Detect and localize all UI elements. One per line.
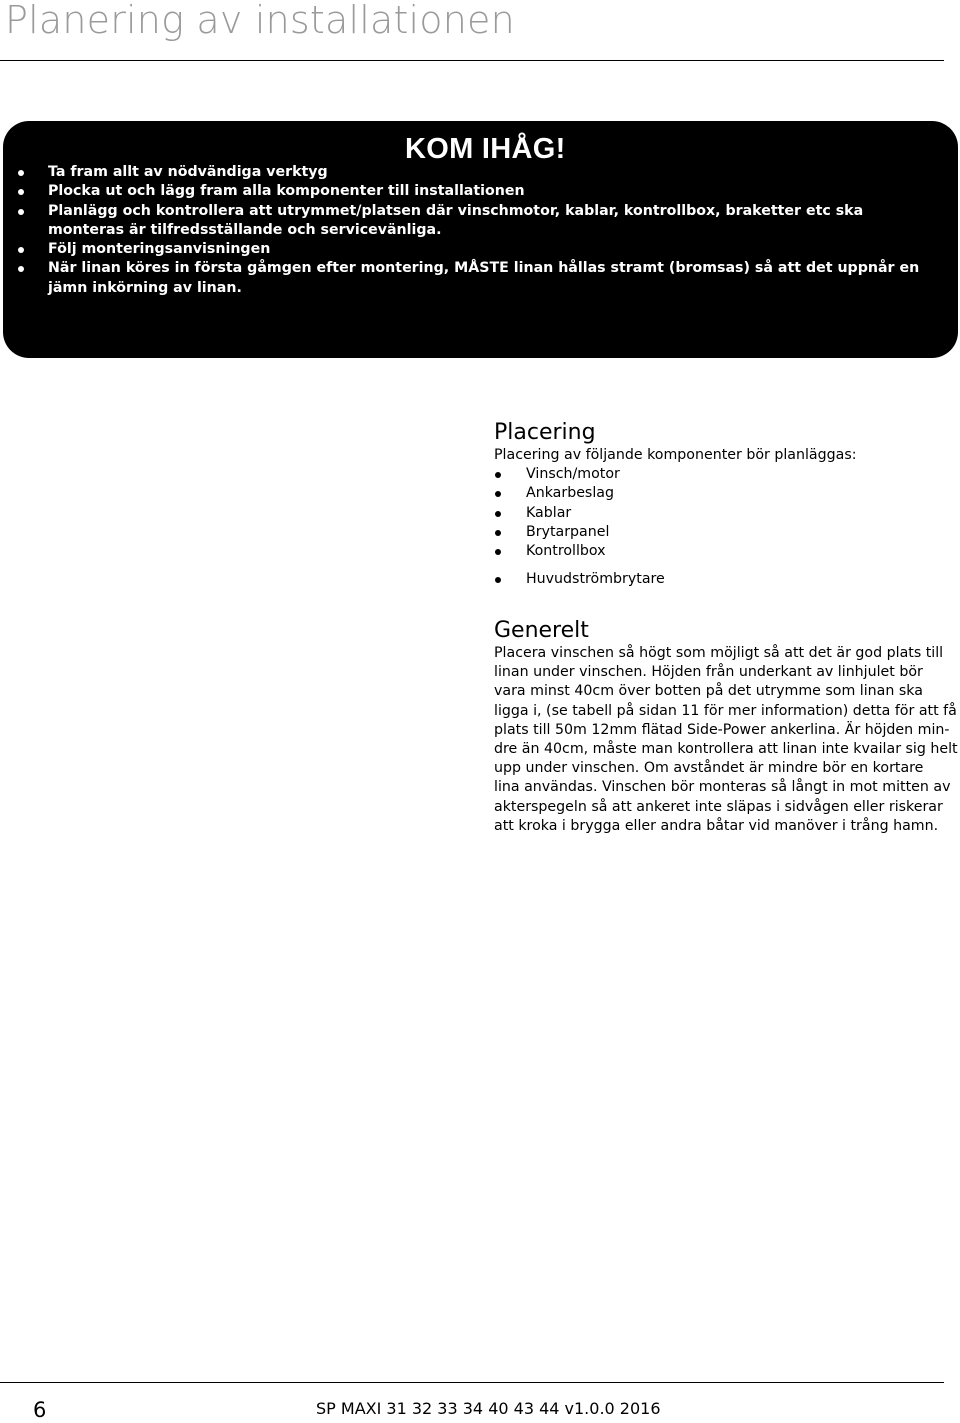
placement-item: [494, 465, 960, 484]
reminder-item: [3, 240, 943, 259]
placement-item-text: Kontrollbox: [526, 543, 606, 560]
footer-product-version: SP MAXI 31 32 33 34 40 43 44 v1.0.0 2016: [316, 1399, 661, 1418]
general-line: akterspegeln så att ankeret inte släpas i sidvågen eller riskerar: [494, 798, 943, 815]
general-line: linan under vinschen. Höjden från underkant av linhjulet bör: [494, 664, 923, 681]
bullet-icon: [18, 247, 24, 253]
general-line: ligga i, (se tabell på sidan 11 för mer information) detta för att få: [494, 702, 957, 719]
reminder-item-text: Planlägg och kontrollera att utrymmet/platsen där vinschmotor, kablar, kontrollbox, braketter etc ska monteras är tilfredsställande och servicevänliga.: [48, 202, 864, 238]
placement-item: [494, 542, 960, 561]
reminder-item-text: Ta fram allt av nödvändiga verktyg: [48, 164, 328, 180]
bullet-icon: [18, 189, 24, 195]
general-line: dre än 40cm, måste man kontrollera att linan inte kvailar sig helt: [494, 741, 958, 758]
placement-section: [494, 420, 960, 589]
general-line: plats till 50m 12mm flätad Side-Power ankerlina. Är höjden min-: [494, 721, 950, 738]
general-line: Placera vinschen så högt som möjligt så att det är god plats till: [494, 645, 944, 661]
placement-item-text: Ankarbeslag: [526, 485, 614, 502]
reminder-heading: KOM IHÅG!: [405, 133, 566, 165]
placement-heading: Placering: [494, 420, 596, 445]
bullet-icon: [495, 511, 501, 517]
page-number: 6: [33, 1398, 47, 1422]
reminder-box: [3, 121, 958, 358]
general-section: [494, 618, 960, 836]
placement-item-text: Vinsch/motor: [526, 466, 620, 483]
reminder-list: [3, 163, 943, 298]
footer-divider: [0, 1382, 944, 1383]
reminder-item-text: När linan köres in första gåmgen efter montering, MÅSTE linan hållas stramt (bromsas) så att det uppnår en jämn inkörning av linan.: [48, 260, 920, 296]
reminder-item-text: Plocka ut och lägg fram alla komponenter till installationen: [48, 183, 525, 200]
placement-list: [494, 465, 960, 589]
bullet-icon: [495, 530, 501, 536]
bullet-icon: [495, 472, 501, 478]
placement-item: [494, 484, 960, 503]
reminder-item: [3, 259, 943, 298]
general-line: vara minst 40cm över botten på det utrymme som linan ska: [494, 683, 923, 700]
general-line: upp under vinschen. Om avståndet är mindre bör en kortare: [494, 760, 924, 777]
bullet-icon: [495, 577, 501, 583]
reminder-item: [3, 182, 943, 201]
placement-item-text: Kablar: [526, 504, 572, 521]
title-divider: [0, 60, 944, 61]
placement-intro: Placering av följande komponenter bör planläggas:: [494, 447, 857, 463]
placement-item-text: Huvudströmbrytare: [526, 571, 665, 588]
page-title: Planering av installationen: [5, 0, 515, 42]
general-heading: Generelt: [494, 618, 589, 643]
placement-item: [494, 504, 960, 523]
placement-item-text: Brytarpanel: [526, 523, 610, 540]
reminder-item-text: Följ monteringsanvisningen: [48, 241, 271, 258]
placement-item: [494, 570, 960, 589]
general-line: lina användas. Vinschen bör monteras så långt in mot mitten av: [494, 779, 951, 796]
bullet-icon: [18, 266, 24, 272]
bullet-icon: [495, 549, 501, 555]
bullet-icon: [18, 170, 24, 176]
reminder-item: [3, 202, 943, 241]
bullet-icon: [495, 491, 501, 497]
general-line: att kroka i brygga eller andra båtar vid manöver i trång hamn.: [494, 817, 939, 834]
placement-item: [494, 523, 960, 542]
bullet-icon: [18, 209, 24, 215]
reminder-item: [3, 163, 943, 182]
